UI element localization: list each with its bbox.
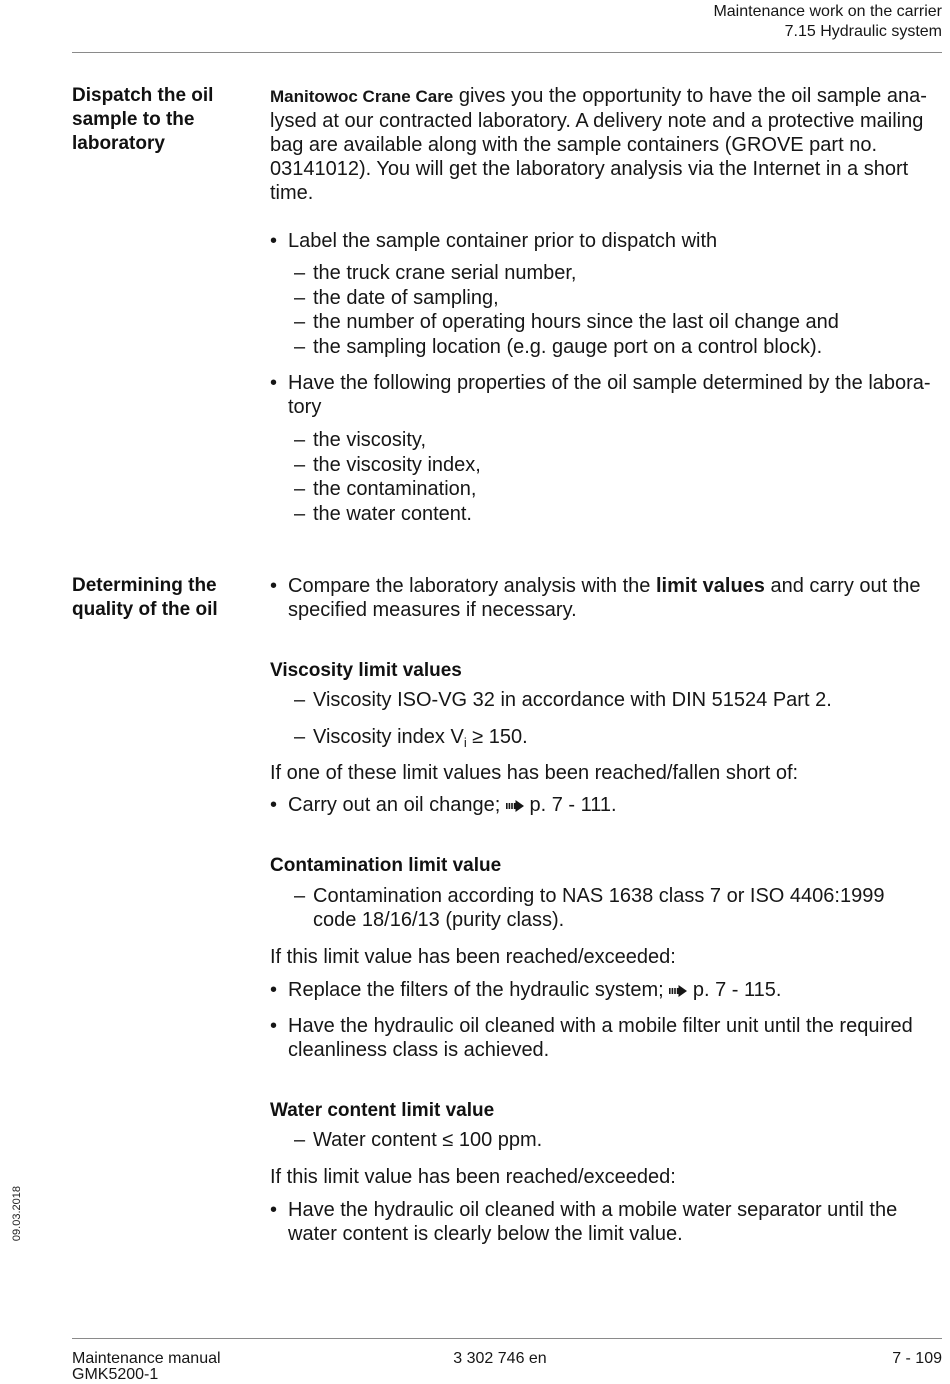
list-item xyxy=(294,310,942,335)
bullet-marker: • xyxy=(270,794,278,816)
list-item xyxy=(294,477,942,502)
viscosity-condition: If one of these limit values has been reached/fallen short of: xyxy=(270,762,799,784)
step-text: Have the following properties of the oil sample determined by the labora- xyxy=(288,372,931,394)
step-text: tory xyxy=(288,396,322,418)
paragraph-line: bag are available along with the sample containers (GROVE part no. xyxy=(270,134,878,156)
list-item-text: the viscosity, xyxy=(313,429,426,451)
step-text: cleanliness class is achieved. xyxy=(288,1039,550,1061)
cross-reference-arrow-icon xyxy=(506,800,524,812)
list-item-text: Water content ≤ 100 ppm. xyxy=(313,1129,543,1151)
bullet-marker: • xyxy=(270,1199,278,1221)
dash-marker: – xyxy=(294,453,306,476)
intro-paragraph xyxy=(270,84,942,205)
properties-list xyxy=(294,428,942,526)
running-header xyxy=(713,2,942,42)
step-text: Carry out an oil change; xyxy=(288,794,501,816)
list-item-text: Viscosity ISO-VG 32 in accordance with DIN 51524 Part 2. xyxy=(313,689,832,711)
page-reference: p. 7 - 111. xyxy=(529,794,617,816)
list-item-text: the viscosity index, xyxy=(313,453,481,476)
list-item xyxy=(294,286,942,311)
paragraph-line xyxy=(270,84,942,109)
dash-marker: – xyxy=(294,335,306,358)
list-item-text: the water content. xyxy=(313,502,472,525)
step-text: Label the sample container prior to dispatch with xyxy=(288,230,718,252)
step-text: and carry out the xyxy=(770,575,921,597)
dash-marker: – xyxy=(294,885,306,907)
label-details-list xyxy=(294,261,942,359)
heading-line: sample to the xyxy=(72,109,195,130)
footer-manual-info xyxy=(72,1351,221,1383)
step-text-line xyxy=(288,978,942,1002)
section-heading-quality xyxy=(72,574,252,622)
paragraph-line: lysed at our contracted laboratory. A delivery note and a protective mailing xyxy=(270,110,924,132)
dash-marker: – xyxy=(294,1129,306,1151)
water-content-title: Water content limit value xyxy=(270,1100,495,1121)
bullet-marker: • xyxy=(270,372,278,394)
manual-title: Maintenance manual xyxy=(72,1350,221,1367)
contamination-condition: If this limit value has been reached/exceeded: xyxy=(270,946,676,968)
bullet-marker: • xyxy=(270,1015,278,1037)
step-text-line xyxy=(288,574,942,598)
step-filter-clean xyxy=(270,1014,942,1062)
brand-name: Manitowoc Crane Care xyxy=(270,87,454,106)
step-replace-filters xyxy=(270,978,942,1002)
step-text: Compare the laboratory analysis with the xyxy=(288,575,651,597)
viscosity-title: Viscosity limit values xyxy=(270,660,462,681)
step-text-line xyxy=(288,793,942,817)
section-heading-dispatch xyxy=(72,84,252,156)
water-content-limit xyxy=(294,1128,942,1152)
list-item-text: Viscosity index V xyxy=(313,726,464,748)
heading-line: Dispatch the oil xyxy=(72,85,214,106)
step-text: Replace the filters of the hydraulic system; xyxy=(288,979,664,1001)
water-content-condition: If this limit value has been reached/exceeded: xyxy=(270,1166,676,1188)
dash-marker: – xyxy=(294,689,306,711)
heading-line: laboratory xyxy=(72,133,165,154)
cross-reference-arrow-icon xyxy=(669,985,687,997)
contamination-limit xyxy=(294,884,942,932)
list-item xyxy=(294,1128,942,1152)
paragraph-text: gives you the opportunity to have the oil sample ana- xyxy=(458,85,927,107)
step-text: specified measures if necessary. xyxy=(288,599,577,621)
dash-marker: – xyxy=(294,478,306,500)
list-item-text: Contamination according to NAS 1638 class 7 or ISO 4406:1999 xyxy=(313,885,885,907)
step-text: Have the hydraulic oil cleaned with a mobile water separator until the xyxy=(288,1199,898,1221)
page-reference: p. 7 - 115. xyxy=(692,979,782,1001)
step-determine-properties xyxy=(270,371,942,419)
dash-marker: – xyxy=(294,502,306,525)
emphasis-text: limit values xyxy=(655,575,765,597)
list-item xyxy=(294,884,942,932)
step-oil-change xyxy=(270,793,942,817)
cross-reference-arrow-icon xyxy=(506,800,524,812)
list-item-text: the date of sampling, xyxy=(313,286,499,309)
list-item xyxy=(294,335,942,360)
step-compare-analysis xyxy=(270,574,942,622)
cross-reference-arrow-icon xyxy=(669,985,687,997)
list-item xyxy=(294,428,942,453)
dash-marker: – xyxy=(294,726,306,748)
list-item-text: the sampling location (e.g. gauge port on a control block). xyxy=(313,335,823,358)
bullet-marker: • xyxy=(270,575,278,597)
print-date: 09.03.2018 xyxy=(11,1186,23,1242)
bullet-marker: • xyxy=(270,230,278,252)
viscosity-index-limit xyxy=(294,725,942,749)
heading-line: Determining the xyxy=(72,575,217,596)
step-text: Have the hydraulic oil cleaned with a mobile filter unit until the required xyxy=(288,1015,913,1037)
model-name: GMK5200-1 xyxy=(72,1366,159,1383)
bullet-marker: • xyxy=(270,979,278,1001)
list-item xyxy=(294,725,942,749)
list-item xyxy=(294,453,942,478)
page-number: 7 - 109 xyxy=(892,1350,942,1367)
contamination-title: Contamination limit value xyxy=(270,855,502,876)
footer-divider xyxy=(72,1338,942,1339)
chapter-title: Maintenance work on the carrier xyxy=(713,3,942,20)
list-item-text: the truck crane serial number, xyxy=(313,262,577,284)
step-label-container xyxy=(270,229,942,253)
paragraph-line: time. xyxy=(270,182,314,204)
dash-marker: – xyxy=(294,429,306,451)
step-text: water content is clearly below the limit value. xyxy=(288,1223,683,1245)
list-item xyxy=(294,688,942,712)
limit-value: ≥ 150. xyxy=(472,726,528,748)
document-number: 3 302 746 en xyxy=(453,1350,547,1367)
dash-marker: – xyxy=(294,286,306,309)
step-water-separator xyxy=(270,1198,942,1246)
dash-marker: – xyxy=(294,311,306,333)
viscosity-grade-limit xyxy=(294,688,942,712)
list-item-text: code 18/16/13 (purity class). xyxy=(313,909,565,931)
dash-marker: – xyxy=(294,262,306,284)
list-item xyxy=(294,261,942,286)
list-item-text: the number of operating hours since the last oil change and xyxy=(313,311,839,333)
subscript: i xyxy=(463,735,467,750)
section-title: 7.15 Hydraulic system xyxy=(784,23,942,40)
list-item xyxy=(294,502,942,527)
paragraph-line: 03141012). You will get the laboratory analysis via the Internet in a short xyxy=(270,158,909,180)
list-item-text: the contamination, xyxy=(313,478,477,500)
heading-line: quality of the oil xyxy=(72,599,218,620)
header-divider xyxy=(72,52,942,53)
